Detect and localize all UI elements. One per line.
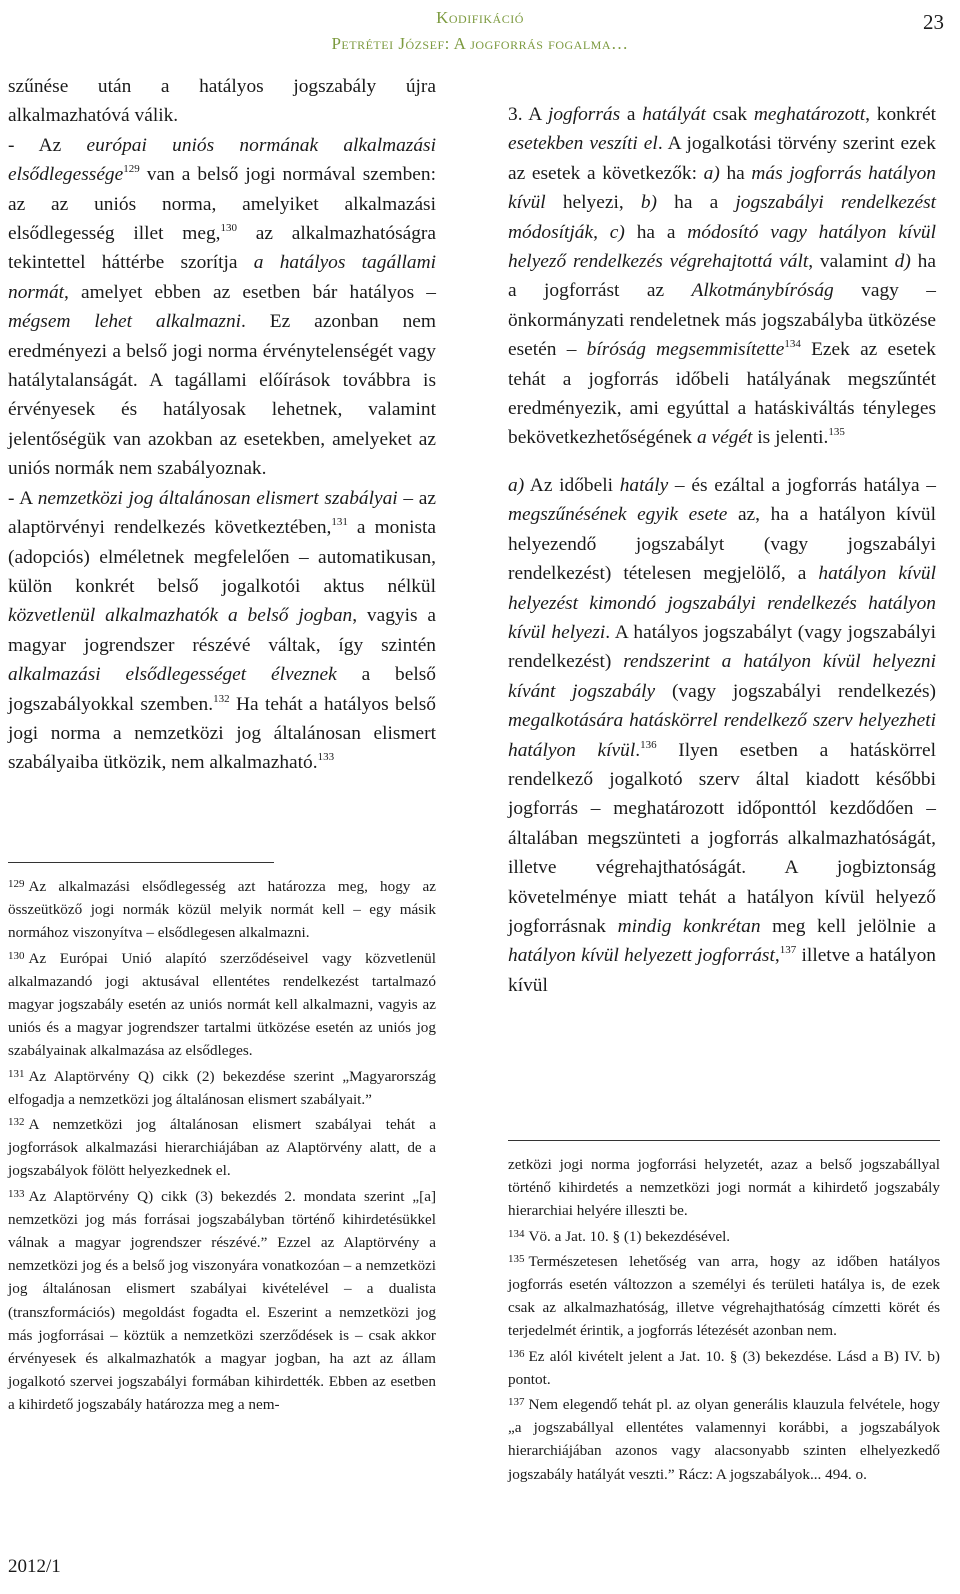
footnote-number: 129 bbox=[8, 878, 25, 890]
emphasis: megalkotására hatáskörrel rendelkező szerv helyezheti hatályon kívül bbox=[508, 710, 936, 761]
emphasis: közvetlenül alkalmazhatók a belső jogban bbox=[8, 605, 353, 627]
issue-number: 2012/1 bbox=[8, 1556, 61, 1577]
text: az alkalmazhatóságra tekintettel háttérbe szorítja bbox=[8, 223, 436, 274]
footnote bbox=[8, 1063, 436, 1111]
footnote-text: Nem elegendő tehát pl. az olyan generális klauzula felvétele, hogy „a jogszabállyal ellentétes valamennyi korábbi, a jogszabályok hierarchiájában azonos vagy alacsonyabb szinten elhelyezkedő jogszabály hatályát veszti.” Rácz: A jogszabályok... 494. o. bbox=[508, 1396, 940, 1483]
footnote-number: 136 bbox=[508, 1347, 525, 1360]
text: vagy – önkormányzati rendeletnek más jogszabályba ütközése esetén – bbox=[508, 280, 936, 361]
text: van a belső jogi normával szemben: az az uniós norma, amelyiket alkalmazási elsődlegesség illet meg, bbox=[8, 164, 436, 245]
footnote-number: 132 bbox=[8, 1116, 25, 1129]
emphasis: rendszerint a hatályon kívül helyezni kívánt jogszabály bbox=[508, 651, 937, 702]
footnote-text: Ez alól kivételt jelent a Jat. 10. § (3) bekezdése. Lásd a B) IV. b) pontot. bbox=[508, 1347, 940, 1388]
footnote-ref: 129 bbox=[123, 163, 140, 176]
emphasis: nemzetközi jog általánosan elismert szabályai bbox=[37, 487, 398, 509]
emphasis: c) bbox=[609, 221, 625, 243]
text: is jelenti. bbox=[752, 427, 829, 449]
emphasis: jogszabályi rendelkezést módosítják bbox=[508, 192, 937, 243]
footnote-number: 130 bbox=[8, 949, 25, 962]
text: a bbox=[620, 104, 643, 125]
text: – és ezáltal a jogforrás hatálya – bbox=[668, 474, 937, 496]
emphasis: hatályon kívül helyezést kimondó jogszabályi rendelkezés hatályon kívül helyezi bbox=[508, 563, 937, 643]
footnote bbox=[508, 1343, 940, 1391]
text: szűnése után a hatályos jogszabály újra alkalmazhatóvá válik. bbox=[8, 76, 436, 127]
emphasis: d) bbox=[894, 251, 911, 273]
emphasis: hatályon kívül helyezett jogforrást bbox=[508, 945, 775, 967]
page-number: 23 bbox=[923, 10, 944, 34]
footnote bbox=[8, 1111, 436, 1183]
emphasis: a) bbox=[703, 162, 720, 184]
text: a belső jogszabályokkal szemben. bbox=[8, 664, 436, 715]
text: - A bbox=[8, 487, 38, 509]
footnote-ref: 130 bbox=[220, 222, 238, 235]
emphasis: alkalmazási elsődlegességet élveznek bbox=[8, 664, 337, 686]
footnotes-left bbox=[8, 873, 436, 1417]
journal-title: Kodifikáció bbox=[436, 8, 524, 27]
text: Ha tehát a hatályos belső jogi norma a nemzetközi jog általánosan elismert szabályaiba ütközik, nem alkalmazható. bbox=[8, 693, 436, 774]
emphasis: mindig konkrétan bbox=[617, 915, 761, 937]
text: , bbox=[593, 221, 610, 243]
footnote bbox=[8, 873, 436, 945]
text: a monista (adopciós) elméletnek megfelelően – automatikusan, külön konkrét belső jogalkotói aktus nélkül bbox=[8, 517, 436, 597]
emphasis: európai uniós normának alkalmazási elsődlegessége bbox=[8, 134, 436, 186]
footnote-separator bbox=[8, 862, 274, 863]
footnote-number: 133 bbox=[8, 1187, 25, 1200]
text: Ilyen esetben a hatáskörrel rendelkező jogalkotó szerv által kiadott későbbi jogforrás – meghatározott időponttól kezdődően – általában megszünteti a jogforrás alkalmazhatóságát, illetve végrehajthatóságát. A jogbiztonság követelménye miatt tehát a hatályon kívül helyező jogforrásnak bbox=[508, 739, 937, 937]
footnote-ref: 135 bbox=[828, 426, 845, 439]
emphasis: a hatályos tagállami normát bbox=[8, 252, 437, 303]
footnote bbox=[508, 1391, 940, 1486]
text: csak bbox=[705, 104, 754, 125]
footnote-text: Az Alaptörvény Q) cikk (2) bekezdése szerint „Magyarország elfogadja a nemzetközi jog általánosan elismert szabályait.” bbox=[8, 1067, 436, 1108]
text: - Az bbox=[8, 134, 87, 156]
footnotes-right bbox=[508, 1153, 940, 1486]
footnote-number: 137 bbox=[508, 1396, 525, 1409]
text: az, ha a hatályon kívül helyezendő jogszabályt (vagy jogszabályi rendelkezést) tételesen megjelölő, a bbox=[508, 504, 936, 585]
emphasis: esetekben veszíti el bbox=[508, 133, 658, 155]
text: , valamint bbox=[808, 251, 895, 273]
footnote bbox=[8, 1183, 436, 1417]
footnote-ref: 131 bbox=[331, 516, 348, 529]
footnote-ref: 133 bbox=[317, 751, 335, 764]
text: Ezek az esetek tehát a jogforrás időbeli hatályának megszűntét eredményezik, ami egyúttal a hatáskiváltás tényleges bekövetkezhetőségének bbox=[508, 339, 936, 449]
text: ha a jogforrást az bbox=[508, 251, 936, 302]
footnote bbox=[8, 945, 436, 1063]
footnote-number: 131 bbox=[8, 1067, 25, 1080]
running-title: Petrétei József: A jogforrás fogalma… bbox=[331, 34, 629, 53]
emphasis: hatályát bbox=[642, 104, 706, 125]
footnote-number: 134 bbox=[508, 1227, 525, 1240]
text: 3. A bbox=[508, 104, 548, 125]
footnote-separator bbox=[508, 1140, 940, 1141]
footnote-text: Természetesen lehetőség van arra, hogy az időben hatályos jogforrás esetén változzon a személyi és területi hatálya is, de ezek csak az alkalmazhatóság, illetve végrehajthatóság címzetti körét és terjedelmét érintik, a jogforrás létezését azonban nem. bbox=[508, 1252, 940, 1340]
emphasis: jogforrás bbox=[547, 104, 621, 125]
text: , amelyet ebben az esetben bár hatályos – bbox=[64, 281, 436, 303]
right-column bbox=[508, 100, 936, 1000]
footnote-ref: 137 bbox=[779, 944, 797, 957]
footnote bbox=[508, 1223, 940, 1248]
emphasis: hatály bbox=[619, 474, 669, 496]
footnote-text: Az Európai Unió alapító szerződéseivel vagy közvetlenül alkalmazandó jogi aktusával ellentétes rendelkezést tartalmazó magyar jogszabály esetén az uniós normát kell alkalmazni, vagyis az uniós és a magyar jogrendszer tartalmi ütközése esetén az uniós jog szabályainak alkalmazása az elsődleges. bbox=[8, 949, 436, 1060]
text: . bbox=[635, 739, 641, 761]
text: (vagy jogszabályi rendelkezés) bbox=[655, 680, 936, 702]
text: , konkrét bbox=[865, 104, 936, 125]
emphasis: a) bbox=[508, 474, 525, 496]
paragraph bbox=[8, 72, 436, 131]
paragraph-gap bbox=[508, 453, 936, 471]
page-header bbox=[0, 4, 960, 60]
footnote-continuation: zetközi jogi norma jogforrási helyzetét, azaz a belső jogszabállyal történő kihirdetés a nemzetközi jogi normát a kihirdető jogszabály hierarchiai helyére illeszti be. bbox=[508, 1156, 940, 1220]
text: Az időbeli bbox=[524, 474, 620, 496]
footnote-text: Az alkalmazási elsődlegesség azt határozza meg, hogy az összeütköző jogi normák közül melyik normát kell – egy másik normához viszonyítva – elsődlegesen alkalmazni. bbox=[8, 878, 436, 942]
text: ha bbox=[719, 162, 752, 184]
paragraph bbox=[508, 471, 936, 1000]
footnote-text: Az Alaptörvény Q) cikk (3) bekezdés 2. mondata szerint „[a] nemzetközi jog más forrásai jogszabályban történő kihirdetésükkel válnak a magyar jogrendszer részévé.” Ezzel az Alaptörvény a nemzetközi jog és a belső jog viszonyára vonatkozóan – a nemzetközi jog általánosan elismert szabályai kivételével – a dualista (transzformációs) megoldást fogadta el. Eszerint a nemzetközi jog más jogforrásai – köztük a nemzetközi szerződések is – csak akkor érvényesek és alkalmazhatók a magyar jogban, ha azt az állam jogalkotó szervei jogszabályi formában kihirdették. Ebben az esetben a kihirdető jogszabály határozza meg a nem- bbox=[8, 1187, 436, 1414]
text: , bbox=[774, 945, 780, 967]
footnote-number: 135 bbox=[508, 1252, 525, 1265]
text: . Ez azonban nem eredményezi a belső jogi norma érvénytelenségét vagy hatálytalanságát. A tagállami előírások továbbra is érvényesek és hatályosak lehetnek, valamint jelentőségük van azokban az esetekben, amelyeket az uniós normák nem szabályoznak. bbox=[8, 311, 436, 480]
text: – az alaptörvényi rendelkezés következtében, bbox=[8, 487, 436, 539]
footnote-text: Vö. a Jat. 10. § (1) bekezdésével. bbox=[528, 1227, 731, 1245]
emphasis: meghatározott bbox=[753, 104, 866, 125]
text: , vagyis a magyar jogrendszer részévé váltak, így szintén bbox=[8, 605, 436, 656]
emphasis: bíróság megsemmisítette bbox=[586, 339, 785, 361]
text: meg kell jelölnie a bbox=[760, 915, 936, 937]
left-column bbox=[8, 72, 436, 778]
emphasis: módosító vagy hatályon kívül helyező rendelkezés végrehajtottá vált bbox=[508, 221, 937, 273]
footnote bbox=[508, 1248, 940, 1343]
footnote-ref: 134 bbox=[784, 338, 801, 351]
emphasis: mégsem lehet alkalmazni bbox=[8, 311, 242, 333]
emphasis: megszűnésének egyik esete bbox=[508, 504, 728, 526]
text: helyezi, bbox=[545, 192, 641, 214]
footnote-ref: 136 bbox=[640, 738, 657, 751]
emphasis: Alkotmánybíróság bbox=[691, 280, 834, 302]
text: ha a bbox=[657, 192, 736, 214]
paragraph bbox=[8, 484, 436, 778]
text: illetve a hatályon kívül bbox=[508, 945, 936, 996]
footnote-text: A nemzetközi jog általánosan elismert szabályai tehát a jogforrások alkalmazási hierarchiájában az Alaptörvény alatt, de a jogszabályok fölött helyezkednek el. bbox=[8, 1116, 436, 1180]
text: . A hatályos jogszabályt (vagy jogszabályi rendelkezést) bbox=[508, 621, 936, 673]
paragraph bbox=[8, 131, 436, 484]
emphasis: más jogforrás hatályon kívül bbox=[508, 162, 936, 214]
paragraph bbox=[508, 100, 936, 453]
emphasis: a végét bbox=[696, 427, 753, 449]
text: . A jogalkotási törvény szerint ezek az esetek a következők: bbox=[508, 133, 936, 184]
text: ha a bbox=[624, 221, 688, 243]
footnote-ref: 132 bbox=[213, 692, 230, 705]
emphasis: b) bbox=[640, 192, 657, 214]
